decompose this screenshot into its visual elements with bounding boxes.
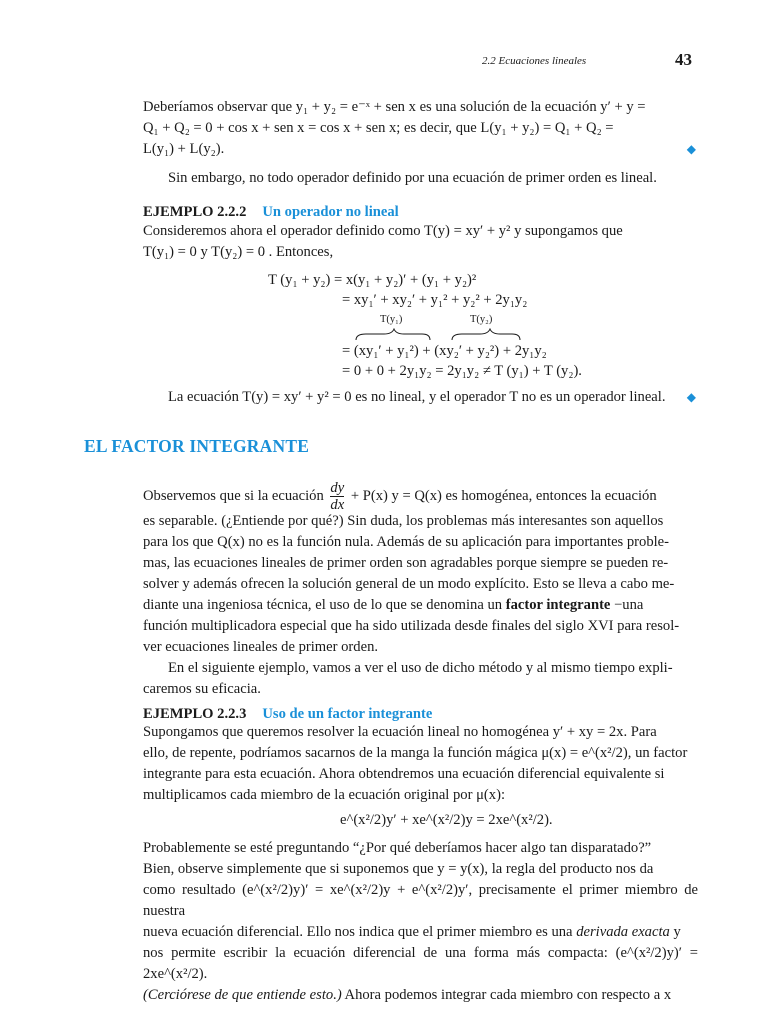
- example-label: EJEMPLO 2.2.2: [143, 204, 247, 220]
- example-2-2-2-body: [143, 221, 698, 263]
- example3-equation: e^(x²/2)y′ + xe^(x²/2)y = 2xe^(x²/2).: [340, 812, 553, 828]
- fraction-denominator: dx: [330, 497, 345, 513]
- example-label: EJEMPLO 2.2.3: [143, 706, 247, 722]
- end-of-proof-diamond: ◆: [686, 142, 696, 156]
- example3-line-5: Probablemente se esté preguntando “¿Por qué deberíamos hacer algo tan disparatado?”: [143, 840, 652, 856]
- section-paragraph: [143, 511, 698, 700]
- overbrace-1: [356, 329, 430, 340]
- example3-line-9: nos permite escribir la ecuación diferencial de una forma más compacta: (e^(x²/2)y)′ = 2xe^(x²/2).: [143, 945, 698, 982]
- intro-line-4: Sin embargo, no todo operador definido por una ecuación de primer orden es lineal.: [168, 170, 657, 186]
- section-line-2: es separable. (¿Entiende por qué?) Sin duda, los problemas más interesantes son aquellos: [143, 513, 664, 529]
- example-2-2-3-body: [143, 722, 698, 806]
- intro-line-2: Q₁ + Q₂ = 0 + cos x + sen x = cos x + sen x; es decir, que L(y₁ + y₂) = Q₁ + Q₂ =: [143, 120, 614, 136]
- overbrace-graphic: [354, 328, 524, 342]
- running-header: 2.2 Ecuaciones lineales: [482, 55, 587, 67]
- section-line-10: caremos su eficacia.: [143, 681, 261, 697]
- factor-integrante-term: factor integrante: [505, 597, 611, 613]
- section-line-9: En el siguiente ejemplo, vamos a ver el uso de dicho método y al mismo tiempo expli-: [168, 660, 673, 676]
- example-conclusion: La ecuación T(y) = xy′ + y² = 0 es no lineal, y el operador T no es un operador lineal. ◆: [168, 387, 698, 408]
- example3-line-2: ello, de repente, podríamos sacarnos de la manga la función mágica μ(x) = e^(x²/2), un factor: [143, 745, 688, 761]
- overbrace-2: [452, 329, 520, 340]
- intro-line-1: Deberíamos observar que y₁ + y₂ = e⁻ˣ + sen x es una solución de la ecuación y′ + y =: [143, 99, 646, 115]
- dy-dx-fraction: [330, 480, 344, 513]
- brace-label-2: T(y₂): [470, 314, 493, 325]
- example-title: Uso de un factor integrante: [262, 706, 433, 722]
- section-line-5: solver y además ofrecen la solución general de un modo explícito. Esto se lleva a cabo me-: [143, 576, 675, 592]
- example3-line-8: nueva ecuación diferencial. Ello nos indica que el primer miembro es una derivada exacta y: [143, 924, 681, 940]
- example3-line-6: Bien, observe simplemente que si suponemos que y = y(x), la regla del producto nos da: [143, 861, 654, 877]
- example-line-2: T(y₁) = 0 y T(y₂) = 0 . Entonces,: [143, 244, 334, 260]
- fraction-numerator: dy: [330, 480, 345, 496]
- example3-line-3: integrante para esta ecuación. Ahora obtendremos una ecuación diferencial equivalente si: [143, 766, 665, 782]
- example-2-2-3-continued: [143, 838, 698, 1006]
- intro-line-3: L(y₁) + L(y₂). ◆: [143, 139, 698, 160]
- section-line-7: función multiplicadora especial que ha sido utilizada desde finales del siglo XVI para resol-: [143, 618, 680, 634]
- section-line-8: ver ecuaciones lineales de primer orden.: [143, 639, 379, 655]
- example3-line-7: como resultado (e^(x²/2)y)′ = xe^(x²/2)y + e^(x²/2)y′, precisamente el primer miembro de nuestra: [143, 882, 698, 919]
- example-line-1: Consideremos ahora el operador definido como T(y) = xy′ + y² y supongamos que: [143, 223, 623, 239]
- brace-label-1: T(y₁): [380, 314, 403, 325]
- intro-paragraph: [143, 97, 698, 160]
- section-line-4: mas, las ecuaciones lineales de primer orden son agradables porque siempre se pueden re-: [143, 555, 669, 571]
- section-line-1: Observemos que si la ecuación $\frac{dy}{dx}$ + P(x) y = Q(x) es homogénea, entonces la ecuación: [143, 480, 657, 513]
- equation-line-1: T (y₁ + y₂) = x(y₁ + y₂)′ + (y₁ + y₂)²: [268, 272, 477, 288]
- section-line-3: para los que Q(x) no es la función nula. Además de su aplicación para importantes proble-: [143, 534, 670, 550]
- example-2-2-2-heading: [143, 203, 399, 221]
- example3-line-10: (Cerciórese de que entiende esto.) Ahora podemos integrar cada miembro con respecto a x: [143, 987, 672, 1003]
- example3-line-1: Supongamos que queremos resolver la ecuación lineal no homogénea y′ + xy = 2x. Para: [143, 724, 657, 740]
- example-2-2-3-heading: [143, 705, 432, 723]
- example-title: Un operador no lineal: [262, 204, 399, 220]
- section-title: EL FACTOR INTEGRANTE: [84, 436, 310, 456]
- equation-line-3: = (xy₁′ + y₁²) + (xy₂′ + y₂²) + 2y₁y₂: [342, 343, 547, 359]
- page-number: 43: [675, 50, 692, 69]
- equation-line-4: = 0 + 0 + 2y₁y₂ = 2y₁y₂ ≠ T (y₁) + T (y₂).: [342, 363, 582, 379]
- example3-line-4: multiplicamos cada miembro de la ecuación original por μ(x):: [143, 787, 506, 803]
- equation-line-2: = xy₁′ + xy₂′ + y₁² + y₂² + 2y₁y₂: [342, 292, 528, 308]
- end-of-example-diamond: ◆: [686, 390, 696, 404]
- section-line-6: diante una ingeniosa técnica, el uso de lo que se denomina un factor integrante −una: [143, 597, 644, 613]
- derivada-exacta-term: derivada exacta: [576, 924, 670, 940]
